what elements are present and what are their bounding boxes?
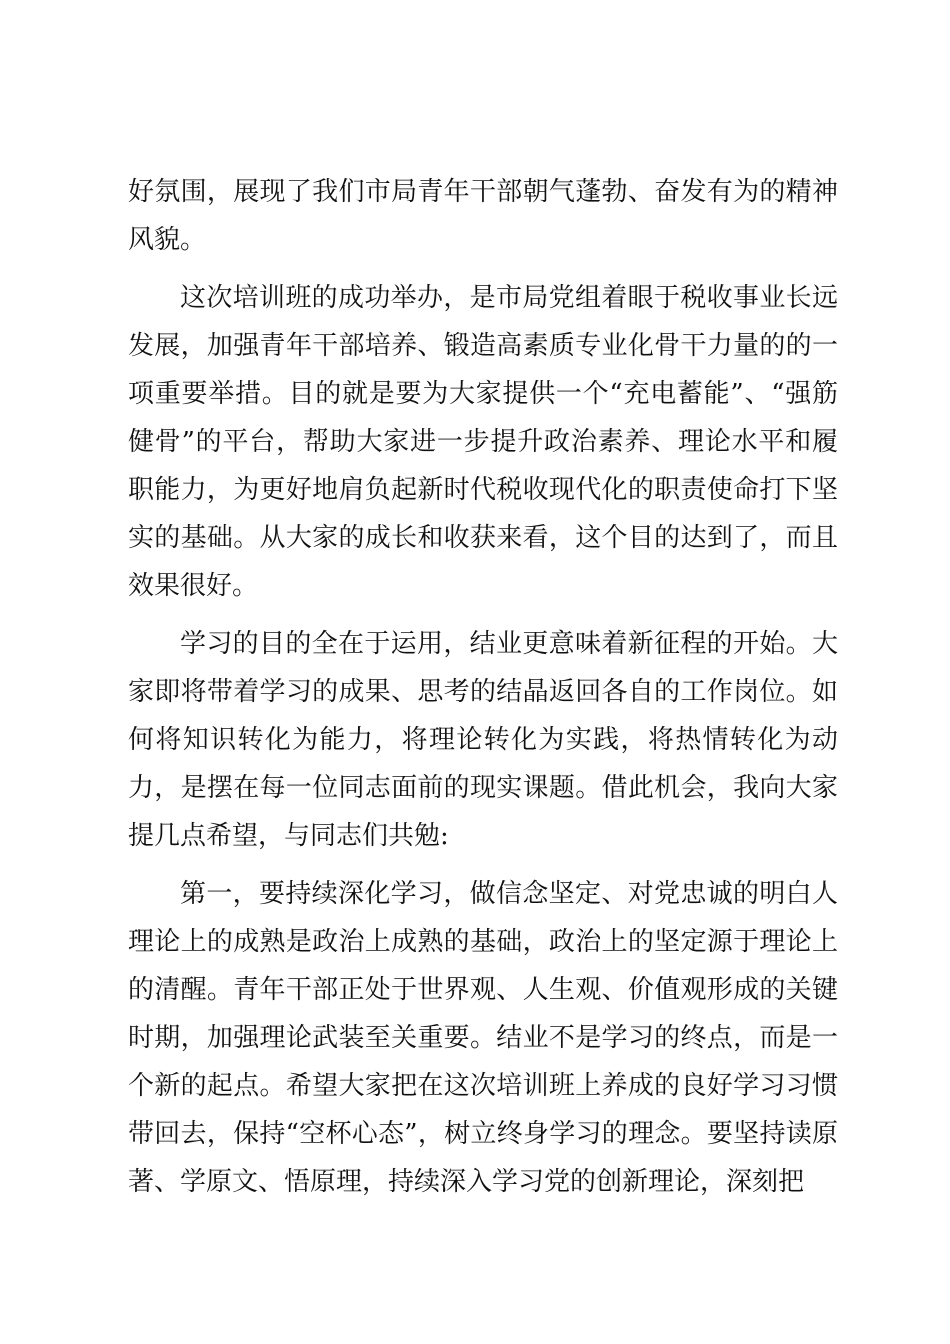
paragraph-learning-application: 学习的目的全在于运用，结业更意味着新征程的开始。大家即将带着学习的成果、思考的结晶返回各自的工作岗位。如何将知识转化为能力，将理论转化为实践，将热情转化为动力，是摆在每一位同志面前的现实课题。借此机会，我向大家提几点希望，与同志们共勉: (128, 629, 838, 851)
document-body (128, 168, 838, 1216)
paragraph-continuation: 好氛围，展现了我们市局青年干部朝气蓬勃、奋发有为的精神风貌。 (128, 177, 838, 255)
paragraph-first-point: 第一，要持续深化学习，做信念坚定、对党忠诚的明白人理论上的成熟是政治上成熟的基础，政治上的坚定源于理论上的清醒。青年干部正处于世界观、人生观、价值观形成的关键时期，加强理论武装至关重要。结业不是学习的终点，而是一个新的起点。希望大家把在这次培训班上养成的良好学习习惯带回去，保持“空杯心态”，树立终身学习的理念。要坚持读原著、学原文、悟原理，持续深入学习党的创新理论，深刻把 (128, 879, 838, 1197)
paragraph-training-purpose: 这次培训班的成功举办，是市局党组着眼于税收事业长远发展，加强青年干部培养、锻造高素质专业化骨干力量的的一项重要举措。目的就是要为大家提供一个“充电蓄能”、“强筋健骨”的平台，帮助大家进一步提升政治素养、理论水平和履职能力，为更好地肩负起新时代税收现代化的职责使命打下坚实的基础。从大家的成长和收获来看，这个目的达到了，而且效果很好。 (128, 283, 838, 601)
